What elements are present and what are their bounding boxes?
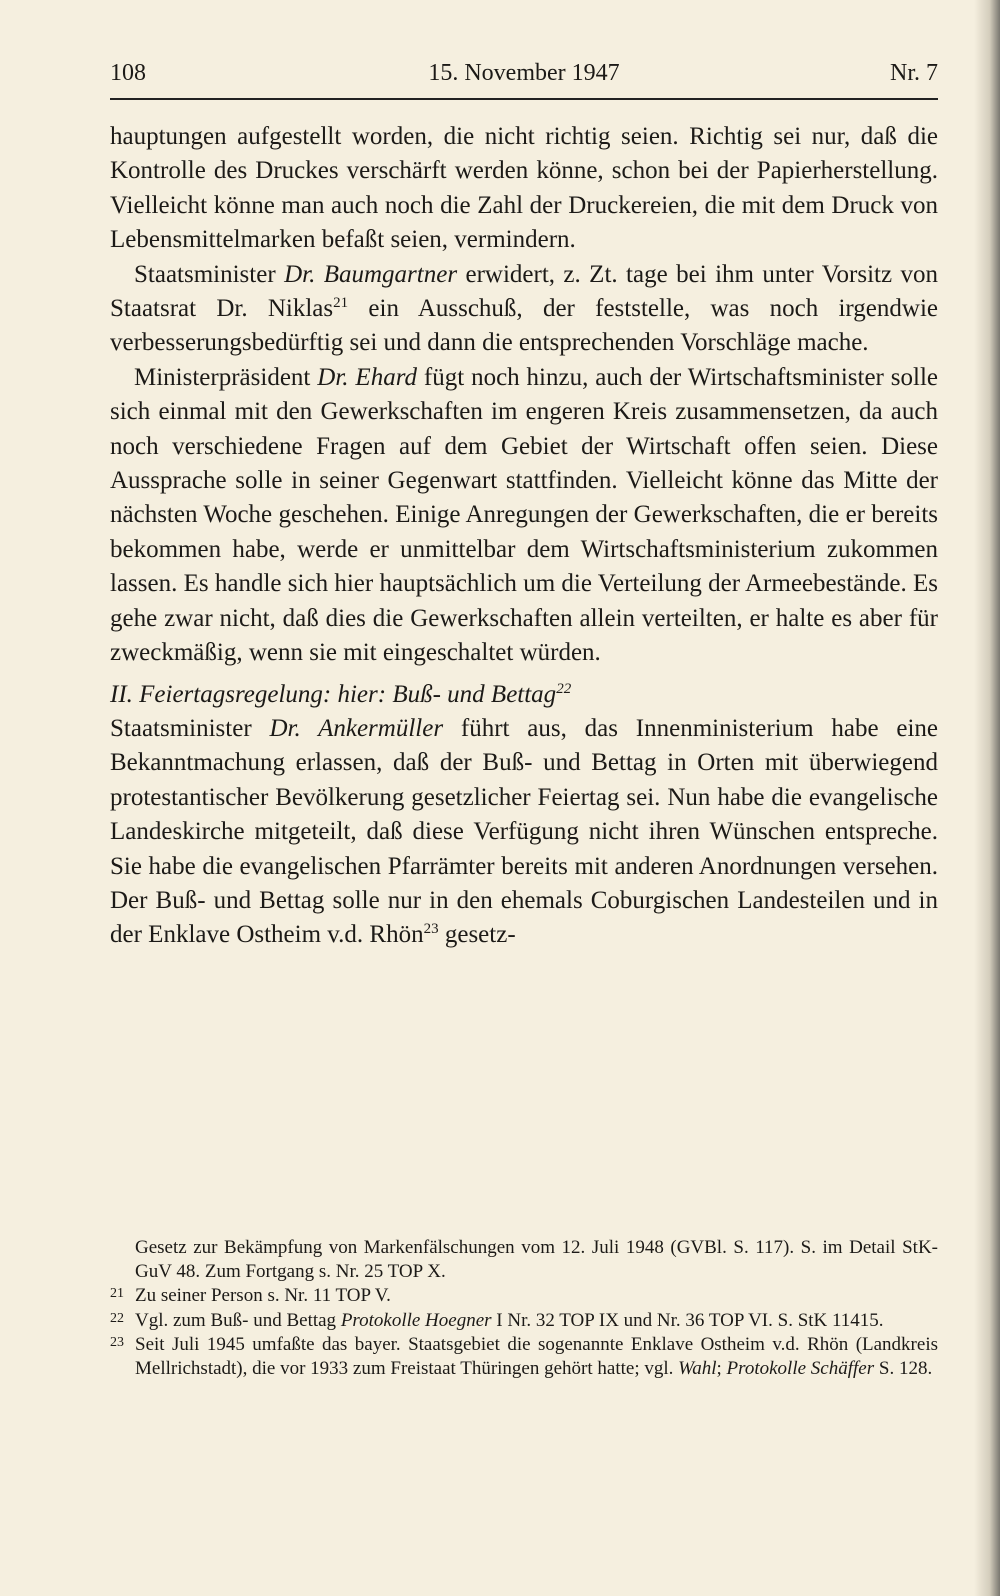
- footnote-text: Gesetz zur Bekämpfung von Markenfälschungen vom 12. Juli 1948 (GVBl. S. 117). S. im Detail StK-GuV 48. Zum Fortgang s. Nr. 25 TOP X.: [135, 1237, 938, 1282]
- speaker-name: Dr. Ankermüller: [269, 714, 444, 742]
- citation-title: Wahl: [678, 1357, 717, 1379]
- citation-title: Protokolle Schäffer: [726, 1357, 875, 1379]
- paragraph-text: ein Ausschuß, der feststelle, was noch irgendwie verbesserungsbedürftig sei und dann die entsprechenden Vorschläge mache.: [110, 295, 938, 357]
- paragraph: [110, 258, 938, 361]
- footnote-text: I Nr. 32 TOP IX und Nr. 36 TOP VI. S. StK 11415.: [491, 1309, 884, 1331]
- footnote-text: Vgl. zum Buß- und Bettag: [135, 1309, 341, 1331]
- paragraph-text: führt aus, das Innenministerium habe eine Bekanntmachung erlassen, daß der Buß- und Bettag in Orten mit überwiegend protestantischer Bevölkerung gesetzlicher Feiertag sei. Nun habe die evangelische Landeskirche mitgeteilt, daß diese Verfügung nicht ihren Wünschen entspreche. Sie habe die evangelischen Pfarrämter bereits mit anderen Anordnungen versehen. Der Buß- und Bettag solle nur in den ehemals Coburgischen Landesteilen und in der Enklave Ostheim v.d. Rhön: [110, 714, 938, 949]
- footnote-text: Zu seiner Person s. Nr. 11 TOP V.: [135, 1285, 391, 1306]
- footnote-number: 22: [110, 1310, 124, 1326]
- citation-title: Protokolle Hoegner: [340, 1309, 492, 1331]
- paragraph-text: Ministerpräsident: [134, 363, 318, 391]
- header-date: 15. November 1947: [428, 60, 620, 86]
- paragraph-text: erwidert, z. Zt. tage bei ihm unter Vorsitz von Staatsrat Dr. Niklas: [110, 260, 938, 323]
- footnote-number: 23: [110, 1335, 124, 1350]
- section-heading-text: II. Feiertagsregelung: hier: Buß- und Bettag: [110, 680, 557, 708]
- paragraph-text: Staatsminister: [134, 260, 285, 288]
- footnote: [110, 1284, 938, 1308]
- paragraph: [110, 712, 938, 953]
- paragraph: [110, 361, 938, 671]
- footnote-text: S. 128.: [874, 1357, 933, 1379]
- paragraph-text: Staatsminister: [110, 714, 270, 742]
- header-issue-number: Nr. 7: [890, 60, 938, 86]
- main-text: [110, 120, 938, 953]
- footnote: [110, 1333, 938, 1380]
- footnotes: [110, 1236, 938, 1381]
- page-number: 108: [110, 60, 146, 86]
- footnote-text: ;: [716, 1357, 727, 1379]
- footnote-number: 21: [110, 1286, 124, 1301]
- section-heading: [110, 678, 938, 712]
- speaker-name: Dr. Baumgartner: [284, 260, 458, 288]
- footnote-ref: 21: [333, 295, 349, 312]
- footnote-ref: 23: [423, 921, 439, 938]
- paragraph: hauptungen aufgestellt worden, die nicht richtig seien. Richtig sei nur, daß die Kontrolle des Druckes verschärft werden könne, schon bei der Papierherstellung. Vielleicht könne man auch noch die Zahl der Druckereien, die mit dem Druck von Lebensmittelmarken befaßt seien, vermindern.: [110, 123, 938, 254]
- paragraph-text: fügt noch hinzu, auch der Wirtschaftsminister solle sich einmal mit den Gewerkschaften im engeren Kreis zusammensetzen, da auch noch verschiedene Fragen auf dem Gebiet der Wirtschaft offen seien. Diese Aussprache solle in seiner Gegenwart stattfinden. Vielleicht könne das Mitte der nächsten Woche geschehen. Einige Anregungen der Gewerkschaften, die er bereits bekommen habe, werde er unmittelbar dem Wirtschaftsministerium zukommen lassen. Es handle sich hier hauptsächlich um die Verteilung der Armeebestände. Es gehe zwar nicht, daß dies die Gewerkschaften allein verteilten, er halte es aber für zweckmäßig, wenn sie mit eingeschaltet würden.: [110, 363, 938, 667]
- footnote-text: Seit Juli 1945 umfaßte das bayer. Staatsgebiet die sogenannte Enklave Ostheim v.d. Rhön (Landkreis Mellrichstadt), die vor 1933 zum Freistaat Thüringen gehört hatte; vgl.: [135, 1334, 938, 1379]
- page-edge-shadow: [974, 0, 1000, 1596]
- paragraph-text: gesetz-: [438, 921, 516, 949]
- footnote: [110, 1309, 938, 1333]
- footnote-ref: 22: [556, 680, 572, 697]
- speaker-name: Dr. Ehard: [317, 363, 417, 391]
- running-header: [110, 58, 938, 100]
- footnote: [110, 1236, 938, 1283]
